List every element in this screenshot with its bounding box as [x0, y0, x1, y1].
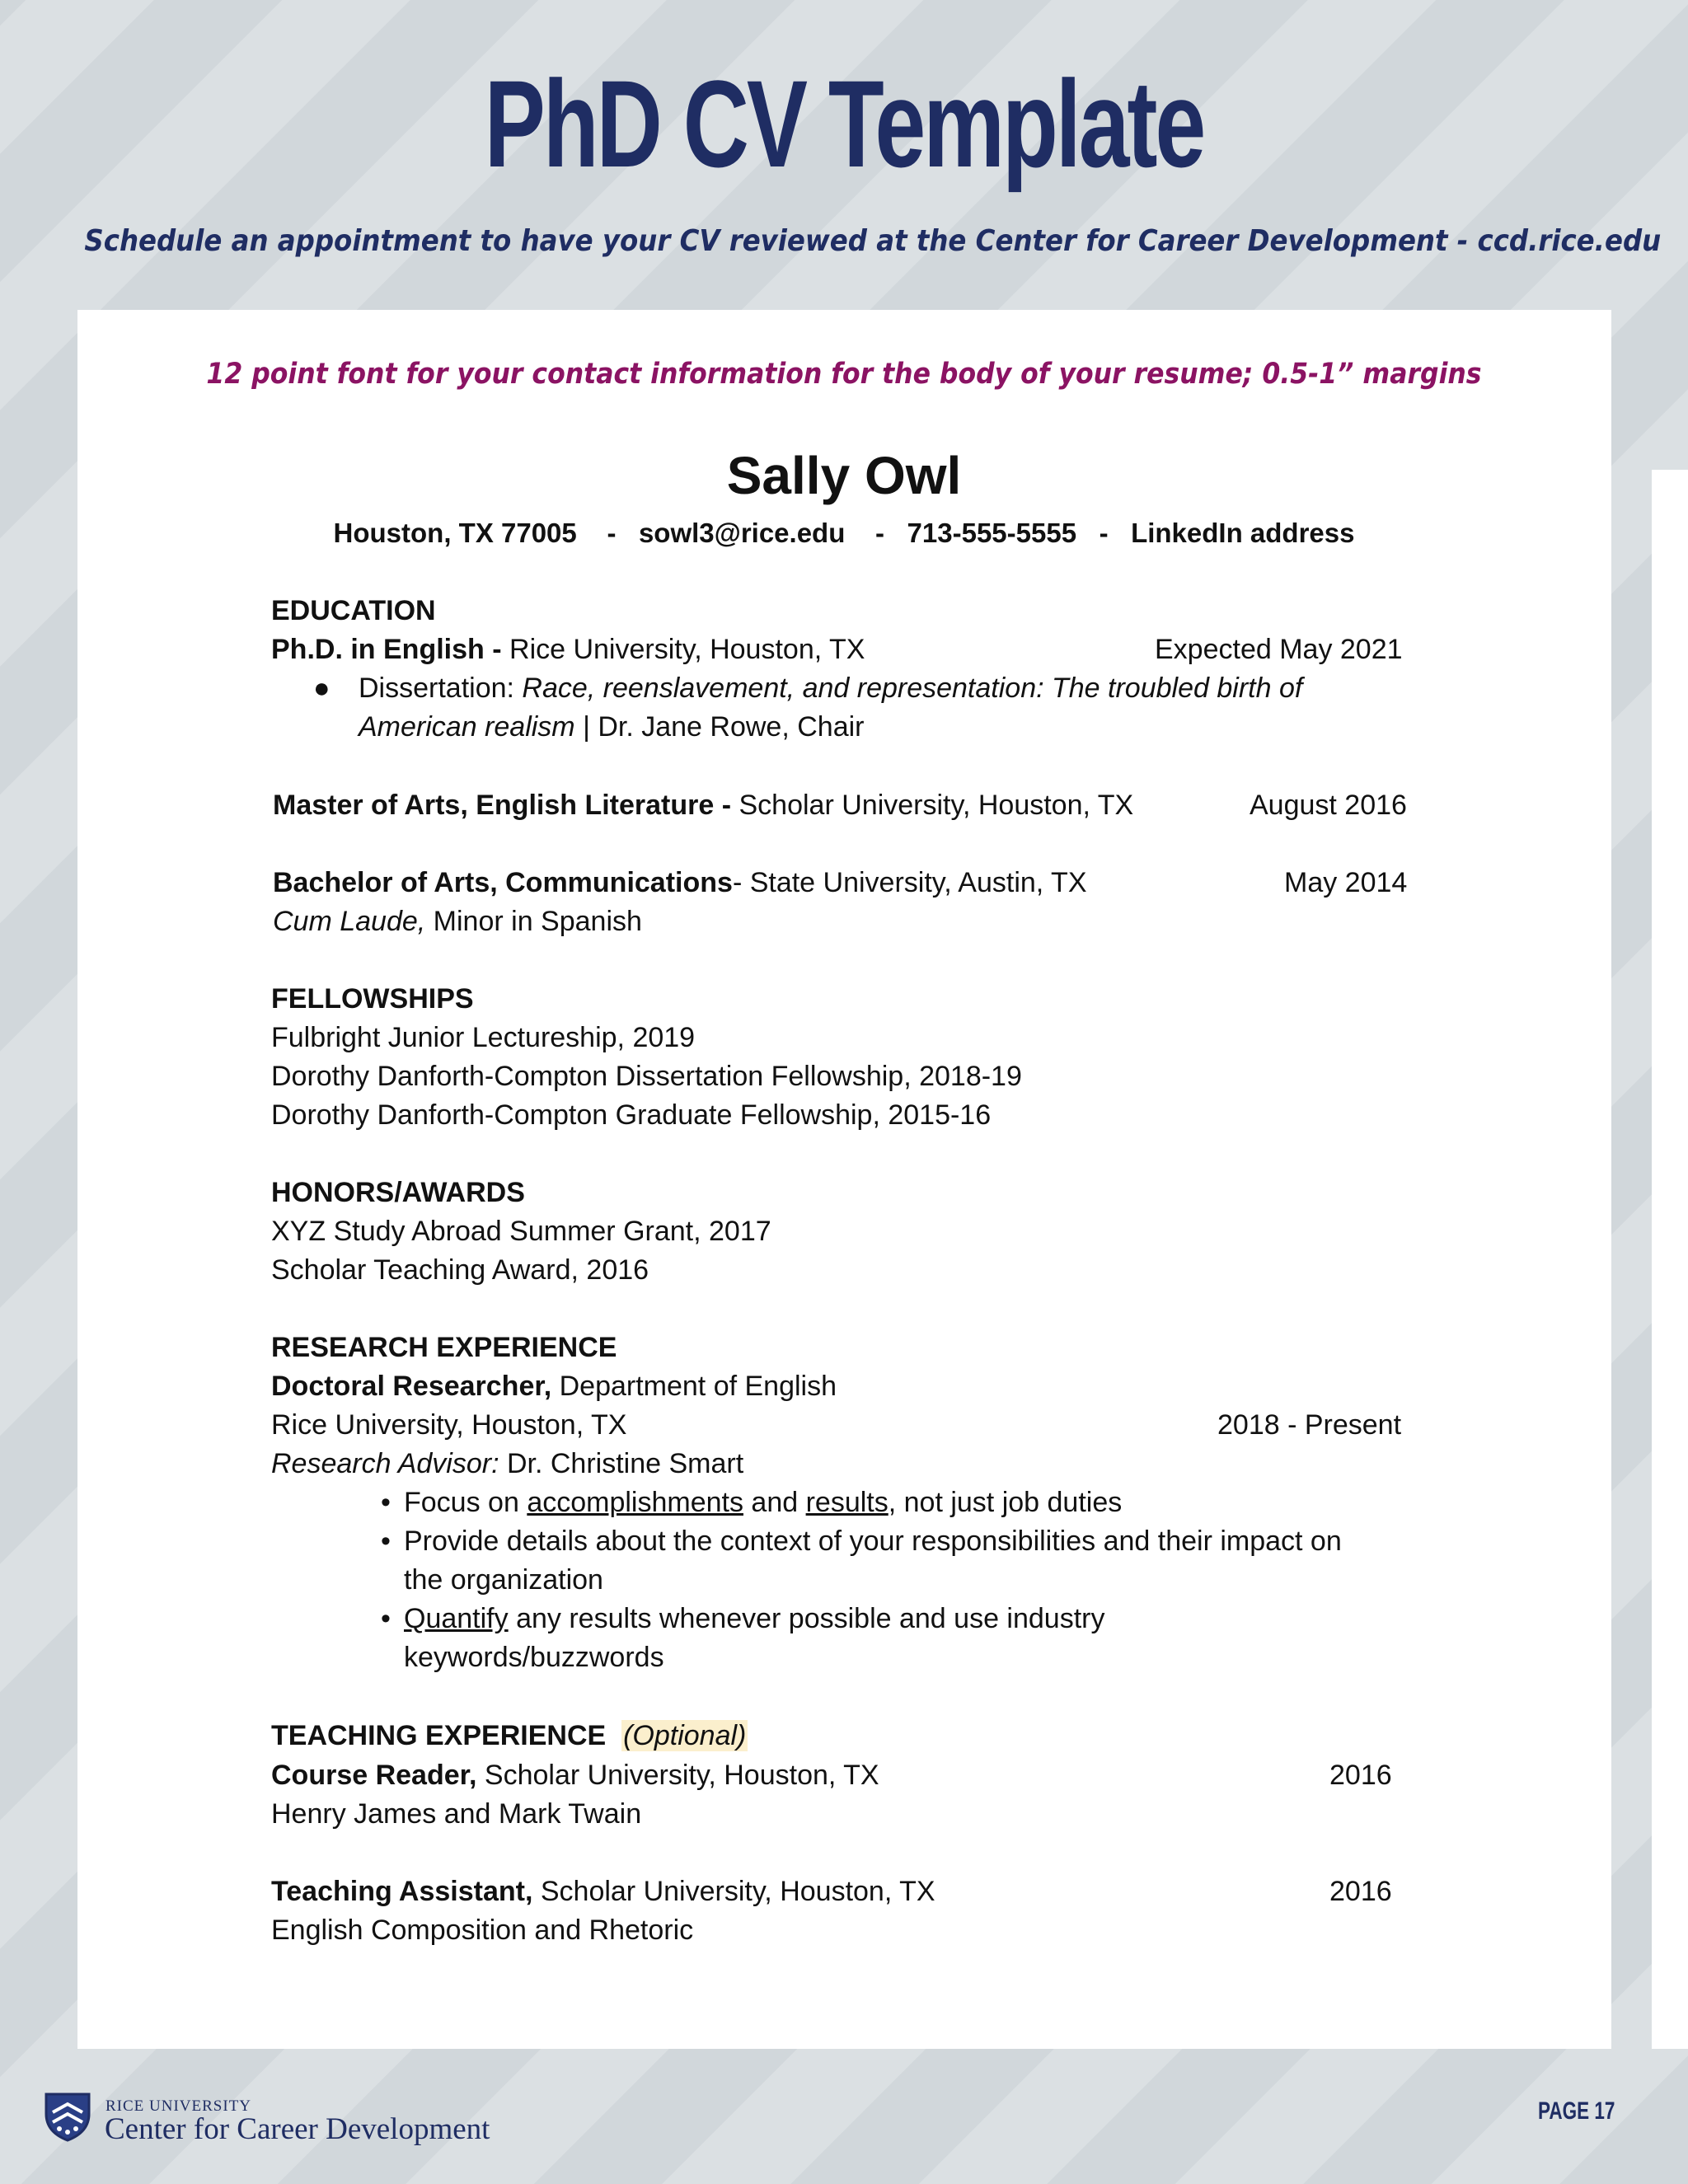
teaching-job-2-date: 2016 [1329, 1876, 1392, 1907]
teaching-job-2 [271, 1877, 935, 1905]
page-subtitle: Schedule an appointment to have your CV reviewed at the Center for Career Development - ccd.rice.edu [84, 224, 1662, 258]
research-bullet-1 [404, 1488, 1122, 1516]
optional-label: (Optional) [623, 1720, 747, 1751]
honor-item: Scholar Teaching Award, 2016 [271, 1254, 649, 1286]
job-title: Course Reader, [271, 1760, 477, 1791]
bullet-dot: ● [313, 673, 331, 704]
ma-degree: Master of Arts, English Literature - [273, 790, 732, 821]
ba-minor: Minor in Spanish [425, 906, 642, 937]
ba-honors [273, 907, 642, 935]
research-bullet-2-cont: the organization [404, 1564, 603, 1596]
teaching-job-1-date: 2016 [1329, 1760, 1392, 1791]
section-heading-education: EDUCATION [271, 595, 436, 626]
fellowship-item: Dorothy Danforth-Compton Graduate Fellowship, 2015-16 [271, 1099, 992, 1131]
bullet-underlined: accomplishments [527, 1487, 743, 1518]
research-dept: Department of English [551, 1371, 837, 1402]
ba-honor: Cum Laude, [273, 906, 426, 937]
research-date: 2018 - Present [1217, 1409, 1402, 1441]
cv-contact: Houston, TX 77005 - sowl3@rice.edu - 713-555-5555 - LinkedIn address [333, 518, 1355, 548]
page-title: PhD CV Template [484, 54, 1204, 193]
job-place: Scholar University, Houston, TX [532, 1876, 935, 1907]
research-bullet-3 [404, 1605, 1104, 1633]
ma-school: Scholar University, Houston, TX [731, 790, 1134, 821]
fellowship-item: Dorothy Danforth-Compton Dissertation Fellowship, 2018-19 [271, 1061, 1022, 1092]
bullet-dot: • [381, 1603, 391, 1634]
education-ma [273, 791, 1133, 819]
phd-degree: Ph.D. in English - [271, 634, 502, 665]
bullet-text: any results whenever possible and use industry [508, 1603, 1105, 1634]
contact-email: sowl3@rice.edu [638, 518, 846, 548]
section-heading-research: RESEARCH EXPERIENCE [271, 1332, 617, 1363]
bullet-text: Focus on [404, 1487, 528, 1518]
dissertation-chair: | Dr. Jane Rowe, Chair [574, 711, 865, 743]
cv-name: Sally Owl [726, 446, 962, 505]
advisor-name: Dr. Christine Smart [499, 1448, 744, 1479]
teaching-job-2-desc: English Composition and Rhetoric [271, 1915, 694, 1946]
bullet-text: , not just job duties [888, 1487, 1123, 1518]
bullet-dot: • [381, 1487, 391, 1518]
advisor-label: Research Advisor: [271, 1448, 499, 1479]
contact-address: Houston, TX 77005 [333, 518, 577, 548]
job-place: Scholar University, Houston, TX [476, 1760, 879, 1791]
dissertation-line [359, 674, 1302, 702]
teaching-job-1 [271, 1761, 879, 1789]
contact-phone: 713-555-5555 [907, 518, 1077, 548]
research-title: Doctoral Researcher, [271, 1371, 552, 1402]
section-heading-teaching [271, 1722, 748, 1750]
research-location: Rice University, Houston, TX [271, 1409, 627, 1441]
footer-university: RICE UNIVERSITY [106, 2097, 252, 2115]
section-heading-honors: HONORS/AWARDS [271, 1177, 525, 1208]
dissertation-title: Race, reenslavement, and representation: The troubled birth of [522, 673, 1303, 704]
underlying-page [1652, 470, 1688, 2049]
job-title: Teaching Assistant, [271, 1876, 533, 1907]
dissertation-title-cont: American realism [359, 711, 575, 743]
ma-date: August 2016 [1250, 790, 1407, 821]
formatting-note: 12 point font for your contact information for the body of your resume; 0.5-1” margins [206, 358, 1482, 391]
research-bullet-2: Provide details about the context of your responsibilities and their impact on [404, 1526, 1342, 1557]
education-ba [273, 869, 1087, 897]
teaching-heading: TEACHING EXPERIENCE [271, 1720, 607, 1751]
phd-school: Rice University, Houston, TX [501, 634, 865, 665]
education-phd [271, 635, 865, 663]
fellowship-item: Fulbright Junior Lectureship, 2019 [271, 1022, 696, 1053]
phd-date: Expected May 2021 [1155, 634, 1403, 665]
bullet-underlined: results [805, 1487, 889, 1518]
research-bullet-3-cont: keywords/buzzwords [404, 1642, 664, 1673]
footer-center-name: Center for Career Development [105, 2112, 490, 2146]
bullet-text: and [743, 1487, 806, 1518]
ba-date: May 2014 [1284, 867, 1408, 898]
contact-linkedin: LinkedIn address [1131, 518, 1355, 548]
page-number: PAGE 17 [1538, 2097, 1615, 2125]
ba-degree: Bachelor of Arts, Communications [273, 867, 733, 898]
honor-item: XYZ Study Abroad Summer Grant, 2017 [271, 1216, 771, 1247]
bullet-underlined: Quantify [404, 1603, 509, 1634]
dissertation-label: Dissertation: [359, 673, 523, 704]
rice-shield-logo-icon [43, 2089, 92, 2144]
dissertation-line-2 [359, 713, 864, 741]
ba-school: - State University, Austin, TX [732, 867, 1087, 898]
teaching-job-1-desc: Henry James and Mark Twain [271, 1798, 642, 1830]
section-heading-fellowships: FELLOWSHIPS [271, 983, 474, 1015]
research-advisor [271, 1450, 743, 1478]
research-title-line [271, 1372, 837, 1400]
bullet-dot: • [381, 1526, 391, 1557]
